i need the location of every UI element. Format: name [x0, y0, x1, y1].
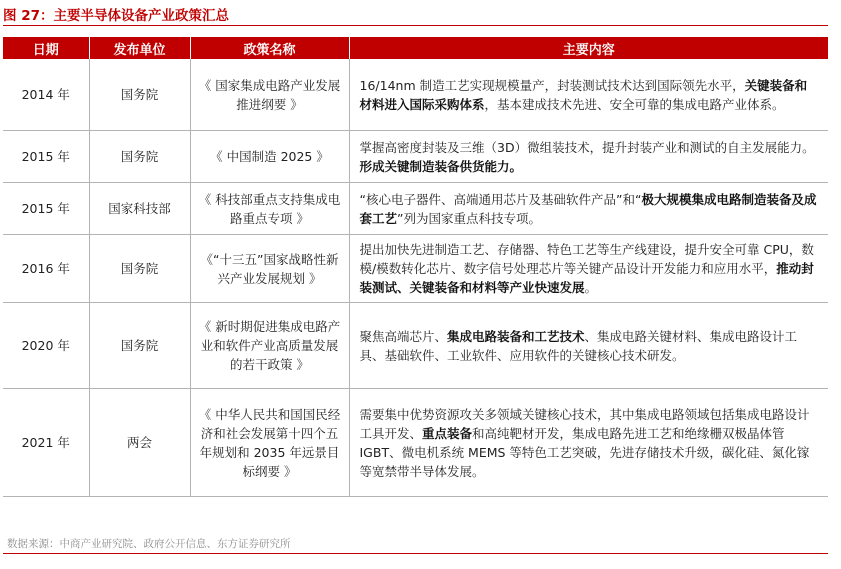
cell-date: 2020 年 — [3, 303, 89, 389]
content-bold-segment: 集成电路装备和工艺技术 — [447, 328, 585, 344]
cell-date: 2015 年 — [3, 183, 89, 235]
source-note: 数据来源：中商产业研究院、政府公开信息、东方证券研究所 — [7, 538, 291, 550]
cell-policy: 《 国家集成电路产业发展推进纲要 》 — [190, 59, 349, 131]
content-segment: 掌握高密度封装及三维（3D）微组装技术，提升封装产业和测试的自主发展能力。 — [359, 139, 815, 155]
cell-issuer: 国务院 — [89, 303, 190, 389]
cell-content — [349, 183, 828, 235]
content-bold-segment: 极大规模集成电路制造装备及成套工艺 — [359, 191, 817, 226]
header-policy: 政策名称 — [190, 37, 349, 59]
title-divider — [3, 25, 828, 26]
cell-date: 2015 年 — [3, 131, 89, 183]
content-segment: ，基本建成技术先进、安全可靠的集成电路产业体系。 — [484, 96, 785, 112]
cell-issuer: 国务院 — [89, 59, 190, 131]
figure-title: 图 27：主要半导体设备产业政策汇总 — [3, 8, 229, 24]
cell-issuer: 国务院 — [89, 131, 190, 183]
content-segment: 需要集中优势资源攻关多领域关键核心技术，其中集成电路领域包括集成电路设计工具开发、 — [359, 406, 810, 441]
table-row — [3, 303, 828, 389]
cell-content — [349, 235, 828, 303]
cell-content — [349, 389, 828, 497]
bottom-divider — [3, 553, 828, 554]
cell-issuer: 国务院 — [89, 235, 190, 303]
policy-table — [3, 37, 828, 497]
cell-content — [349, 131, 828, 183]
table-row — [3, 183, 828, 235]
content-bold-segment: 形成关键制造装备供货能力。 — [359, 158, 523, 174]
cell-issuer: 国家科技部 — [89, 183, 190, 235]
cell-content — [349, 303, 828, 389]
header-content: 主要内容 — [349, 37, 828, 59]
content-segment: 16/14nm 制造工艺实现规模量产，封装测试技术达到国际领先水平， — [359, 77, 745, 93]
cell-policy: 《“十三五”国家战略性新兴产业发展规划 》 — [190, 235, 349, 303]
content-segment: 提出加快先进制造工艺、存储器、特色工艺等生产线建设，提升安全可靠 CPU，数模/模数转化芯片、数字信号处理芯片等关键产品设计开发能力和应用水平， — [359, 242, 814, 276]
cell-issuer: 两会 — [89, 389, 190, 497]
cell-date: 2014 年 — [3, 59, 89, 131]
table-row — [3, 131, 828, 183]
header-issuer: 发布单位 — [89, 37, 190, 59]
cell-content — [349, 59, 828, 131]
table-row — [3, 389, 828, 497]
content-segment: 、集成电路关键材料、集成电路设计工具、基础软件、工业软件、应用软件的关键核心技术研发。 — [359, 328, 798, 363]
header-date: 日期 — [3, 37, 89, 59]
cell-policy: 《 中国制造 2025 》 — [190, 131, 349, 183]
table-header-row — [3, 37, 828, 59]
cell-policy: 《 新时期促进集成电路产业和软件产业高质量发展的若干政策 》 — [190, 303, 349, 389]
table-row — [3, 59, 828, 131]
content-bold-segment: 推动封装测试、关键装备和材料等产业快速发展 — [359, 261, 814, 295]
cell-date: 2016 年 — [3, 235, 89, 303]
cell-date: 2021 年 — [3, 389, 89, 497]
content-segment: ”列为国家重点科技专项。 — [397, 210, 541, 226]
table-row — [3, 235, 828, 303]
content-segment: 聚焦高端芯片、 — [359, 328, 448, 344]
content-bold-segment: 重点装备 — [422, 425, 473, 441]
content-segment: “核心电子器件、高端通用芯片及基础软件产品”和“ — [359, 191, 642, 207]
content-bold-segment: 关键装备和材料进入国际采购体系 — [359, 77, 808, 112]
content-segment: 和高纯靶材开发，集成电路先进工艺和绝缘栅双极晶体管 IGBT、微电机系统 MEMS 等特色工艺突破，先进存储技术升级，碳化硅、氮化镓等宽禁带半导体发展。 — [359, 425, 810, 479]
content-segment: 。 — [584, 280, 598, 295]
cell-policy: 《 中华人民共和国国民经济和社会发展第十四个五年规划和 2035 年远景目标纲要 》 — [190, 389, 349, 497]
cell-policy: 《 科技部重点支持集成电路重点专项 》 — [190, 183, 349, 235]
